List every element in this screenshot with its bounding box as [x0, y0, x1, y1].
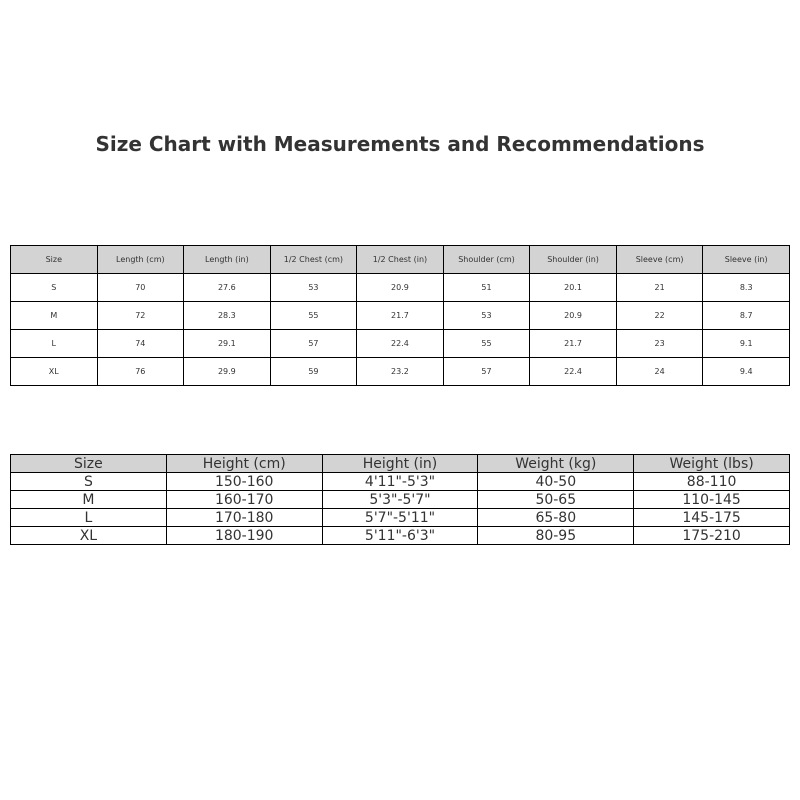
table-row	[11, 509, 790, 527]
table-cell: 23	[616, 330, 703, 358]
table-row	[11, 491, 790, 509]
table-cell: L	[11, 330, 98, 358]
table-row	[11, 358, 790, 386]
table-cell: XL	[11, 358, 98, 386]
table-cell: 65-80	[478, 509, 634, 527]
table-cell: 29.9	[184, 358, 271, 386]
table-cell: 70	[97, 274, 184, 302]
recommendations-table	[10, 454, 790, 545]
table-cell: 5'7"-5'11"	[322, 509, 478, 527]
table-cell: 57	[270, 330, 357, 358]
table-cell: 180-190	[166, 527, 322, 545]
table-cell: 20.9	[357, 274, 444, 302]
column-header: 1/2 Chest (in)	[357, 246, 444, 274]
table-row	[11, 330, 790, 358]
table-cell: 21	[616, 274, 703, 302]
table-cell: 28.3	[184, 302, 271, 330]
table-cell: 22	[616, 302, 703, 330]
table-cell: S	[11, 473, 167, 491]
table-cell: 53	[270, 274, 357, 302]
table-cell: 5'3"-5'7"	[322, 491, 478, 509]
table-row	[11, 302, 790, 330]
table-cell: 22.4	[357, 330, 444, 358]
table-cell: M	[11, 491, 167, 509]
table-cell: 110-145	[634, 491, 790, 509]
table-cell: 21.7	[530, 330, 617, 358]
table-row	[11, 473, 790, 491]
table-cell: 51	[443, 274, 530, 302]
column-header: Weight (kg)	[478, 455, 634, 473]
column-header: Height (cm)	[166, 455, 322, 473]
column-header: Shoulder (in)	[530, 246, 617, 274]
table-cell: 150-160	[166, 473, 322, 491]
table-cell: 20.9	[530, 302, 617, 330]
chart-title: Size Chart with Measurements and Recommendations	[95, 132, 705, 156]
table-cell: 55	[443, 330, 530, 358]
column-header: Shoulder (cm)	[443, 246, 530, 274]
table-cell: 40-50	[478, 473, 634, 491]
column-header: Weight (lbs)	[634, 455, 790, 473]
table-cell: 22.4	[530, 358, 617, 386]
table-row	[11, 274, 790, 302]
column-header: Size	[11, 246, 98, 274]
table-cell: XL	[11, 527, 167, 545]
table-cell: 4'11"-5'3"	[322, 473, 478, 491]
table-cell: 8.7	[703, 302, 790, 330]
table-cell: 20.1	[530, 274, 617, 302]
column-header: Sleeve (in)	[703, 246, 790, 274]
table-cell: 9.1	[703, 330, 790, 358]
table-cell: 74	[97, 330, 184, 358]
table-row	[11, 527, 790, 545]
table-cell: 72	[97, 302, 184, 330]
table-cell: 21.7	[357, 302, 444, 330]
column-header: Sleeve (cm)	[616, 246, 703, 274]
table-cell: S	[11, 274, 98, 302]
column-header: Size	[11, 455, 167, 473]
table-cell: 50-65	[478, 491, 634, 509]
table-cell: 5'11"-6'3"	[322, 527, 478, 545]
table-cell: 57	[443, 358, 530, 386]
table-cell: L	[11, 509, 167, 527]
table-cell: 175-210	[634, 527, 790, 545]
table-cell: 27.6	[184, 274, 271, 302]
table-cell: 59	[270, 358, 357, 386]
table-cell: 76	[97, 358, 184, 386]
column-header: Length (cm)	[97, 246, 184, 274]
column-header: 1/2 Chest (cm)	[270, 246, 357, 274]
column-header: Length (in)	[184, 246, 271, 274]
table-cell: 9.4	[703, 358, 790, 386]
table-header-row	[11, 246, 790, 274]
table-cell: 160-170	[166, 491, 322, 509]
table-cell: 23.2	[357, 358, 444, 386]
table-cell: 29.1	[184, 330, 271, 358]
table-cell: 145-175	[634, 509, 790, 527]
table-cell: 80-95	[478, 527, 634, 545]
table-header-row	[11, 455, 790, 473]
table-cell: 24	[616, 358, 703, 386]
table-cell: 53	[443, 302, 530, 330]
measurements-table	[10, 245, 790, 386]
table-cell: 170-180	[166, 509, 322, 527]
table-cell: 55	[270, 302, 357, 330]
table-cell: M	[11, 302, 98, 330]
table-cell: 8.3	[703, 274, 790, 302]
table-cell: 88-110	[634, 473, 790, 491]
column-header: Height (in)	[322, 455, 478, 473]
